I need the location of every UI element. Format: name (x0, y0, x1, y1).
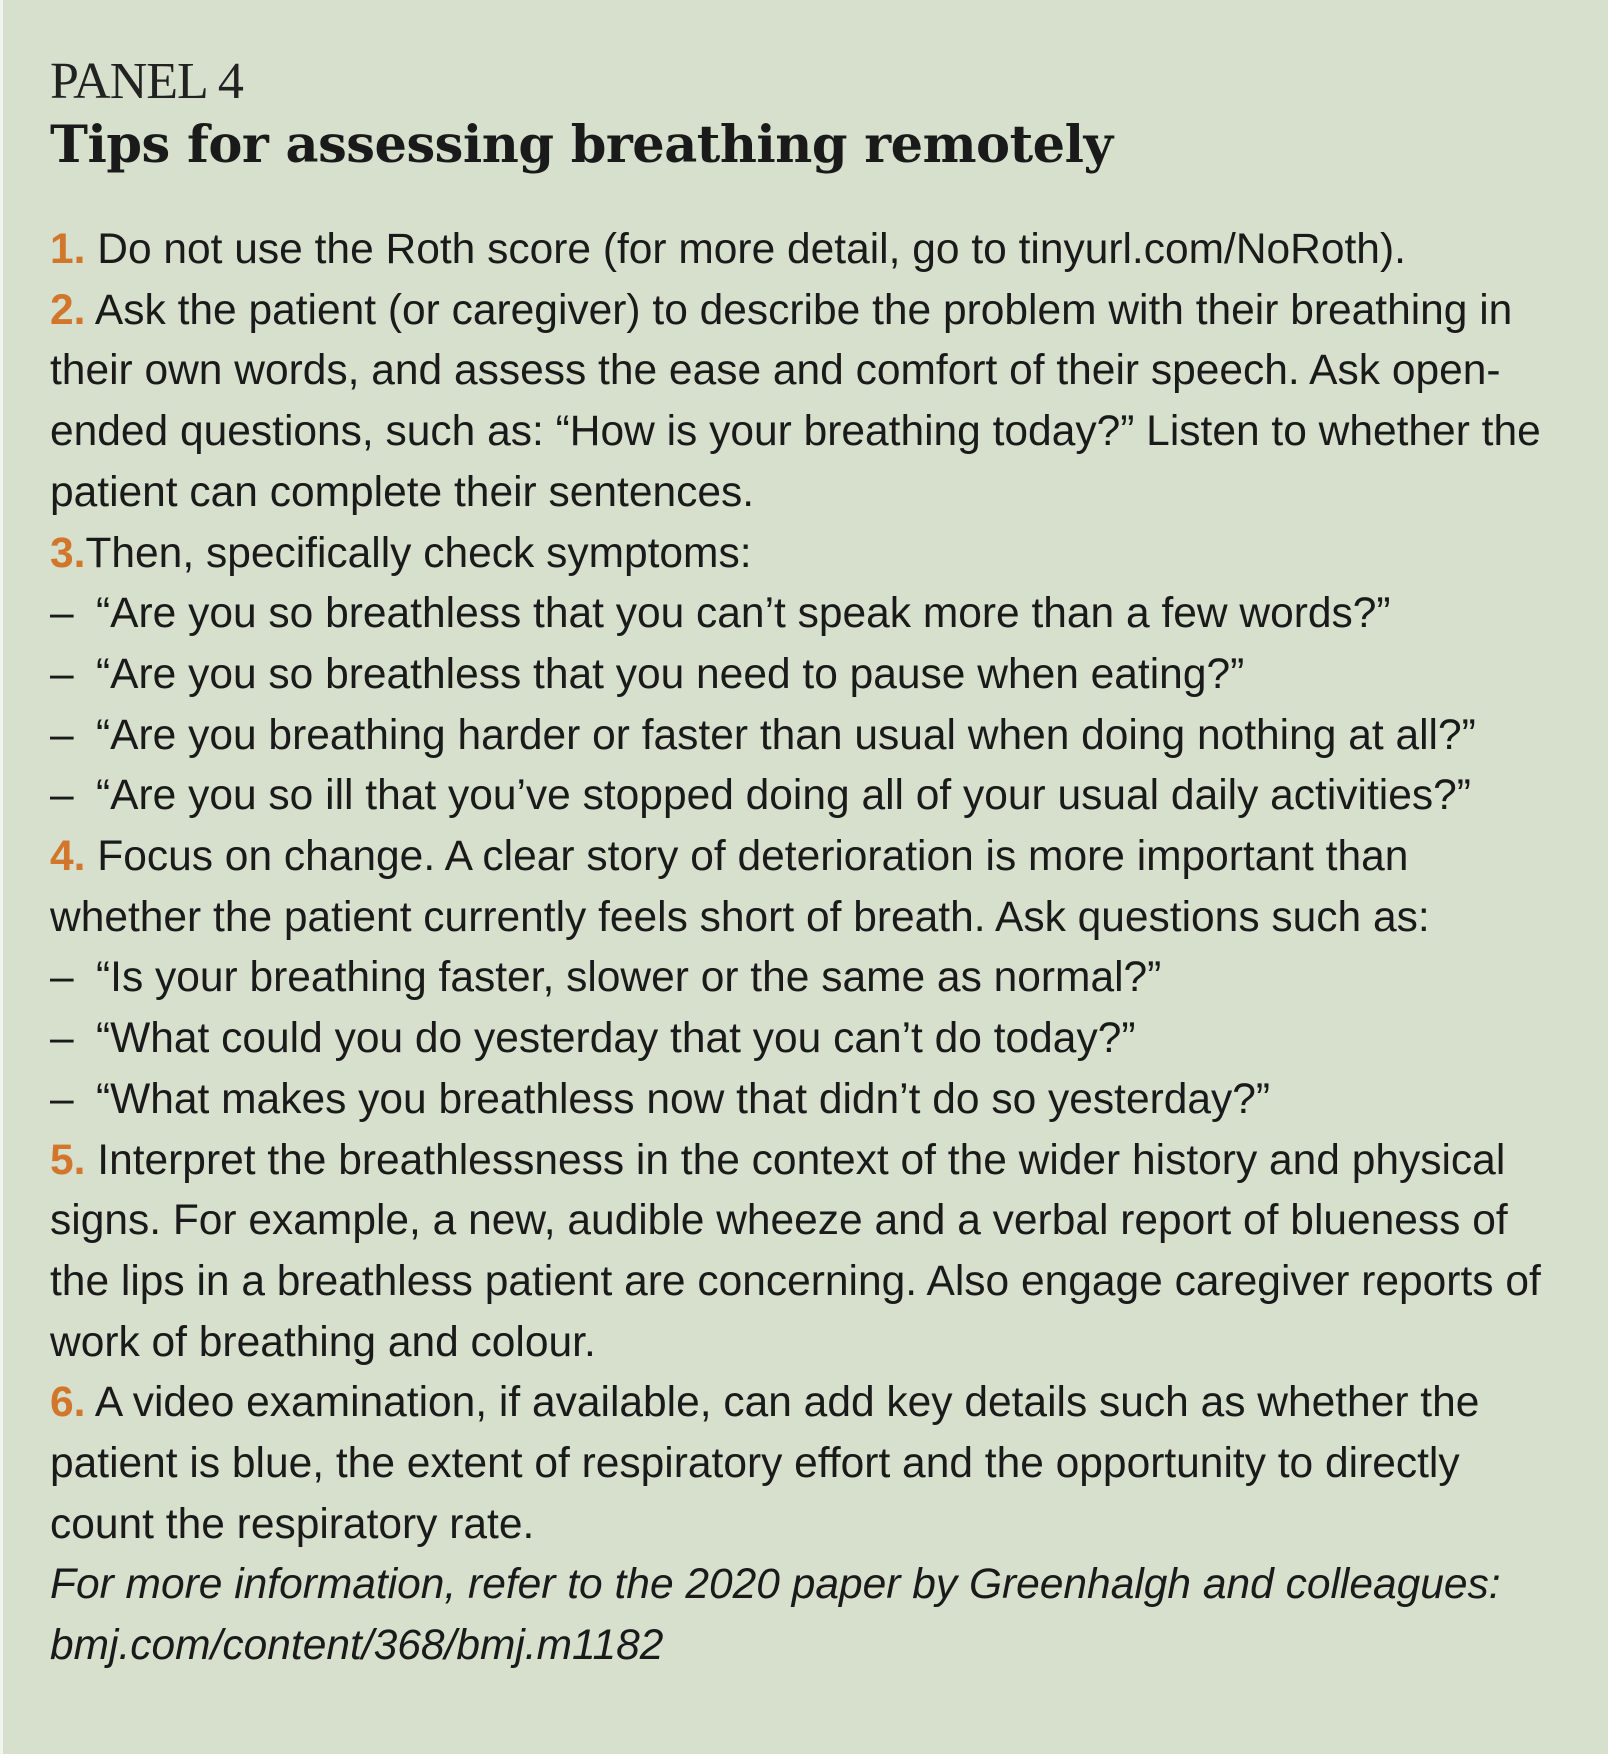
list-item (50, 948, 1568, 1009)
tip-text: Ask the patient (or caregiver) to describe the problem with their breathing in their own words, and assess the ease and comfort of their speech. Ask open-ended questions, such as: “How is your breathing today?” Listen to whether the patient can complete their sentences. (50, 286, 1541, 516)
tips-list (50, 220, 1568, 1677)
dash-marker: – (50, 1075, 74, 1123)
tip-text: Then, specifically check symptoms: (85, 529, 752, 577)
list-item (50, 1009, 1568, 1070)
panel-label: PANEL 4 (50, 53, 243, 110)
tip-5 (50, 1131, 1568, 1374)
bullet-text: “Are you so ill that you’ve stopped doing all of your usual daily activities?” (96, 772, 1471, 820)
dash-marker: – (50, 772, 74, 820)
tip-number: 4. (50, 833, 86, 881)
tip-number: 5. (50, 1136, 86, 1184)
bullet-text: “Are you breathing harder or faster than usual when doing nothing at all?” (96, 711, 1476, 759)
list-item (50, 1070, 1568, 1131)
panel-title: Tips for assessing breathing remotely (50, 115, 1113, 175)
tip-text: A video examination, if available, can add key details such as whether the patient is blue, the extent of respiratory effort and the opportunity to directly count the respiratory rate. (50, 1379, 1480, 1548)
bullet-text: “What makes you breathless now that didn’t do so yesterday?” (96, 1075, 1271, 1123)
list-item (50, 584, 1568, 645)
tip-2 (50, 281, 1568, 524)
tip-text: Interpret the breathlessness in the context of the wider history and physical signs. For example, a new, audible wheeze and a verbal report of blueness of the lips in a breathless patient are concerning. Also engage caregiver reports of work of breathing and colour. (50, 1136, 1541, 1366)
dash-marker: – (50, 650, 74, 698)
list-item (50, 706, 1568, 767)
tip-4 (50, 827, 1568, 948)
list-item (50, 766, 1568, 827)
tip-text: Do not use the Roth score (for more detail, go to tinyurl.com/NoRoth). (97, 226, 1406, 273)
reference-footer: For more information, refer to the 2020 paper by Greenhalgh and colleagues: bmj.com/content/368/bmj.m1182 (50, 1561, 1501, 1670)
bullet-text: “Are you so breathless that you need to pause when eating?” (96, 650, 1245, 698)
dash-marker: – (50, 590, 74, 638)
tip-number: 6. (50, 1379, 86, 1427)
dash-marker: – (50, 954, 74, 1002)
tip-number: 3. (50, 529, 86, 577)
bullet-text: “Are you so breathless that you can’t speak more than a few words?” (96, 590, 1391, 638)
tip-text: Focus on change. A clear story of deterioration is more important than whether the patient currently feels short of breath. Ask questions such as: (50, 833, 1430, 941)
dash-marker: – (50, 711, 74, 759)
tip-number: 1. (50, 226, 86, 273)
list-item (50, 645, 1568, 706)
tip-6 (50, 1373, 1568, 1555)
tip-number: 2. (50, 286, 86, 334)
tip-3 (50, 524, 1568, 585)
bullet-text: “Is your breathing faster, slower or the same as normal?” (96, 954, 1162, 1002)
panel-left-edge (0, 0, 3, 1754)
tip-1 (50, 220, 1568, 281)
bullet-text: “What could you do yesterday that you can’t do today?” (96, 1015, 1136, 1063)
dash-marker: – (50, 1015, 74, 1063)
